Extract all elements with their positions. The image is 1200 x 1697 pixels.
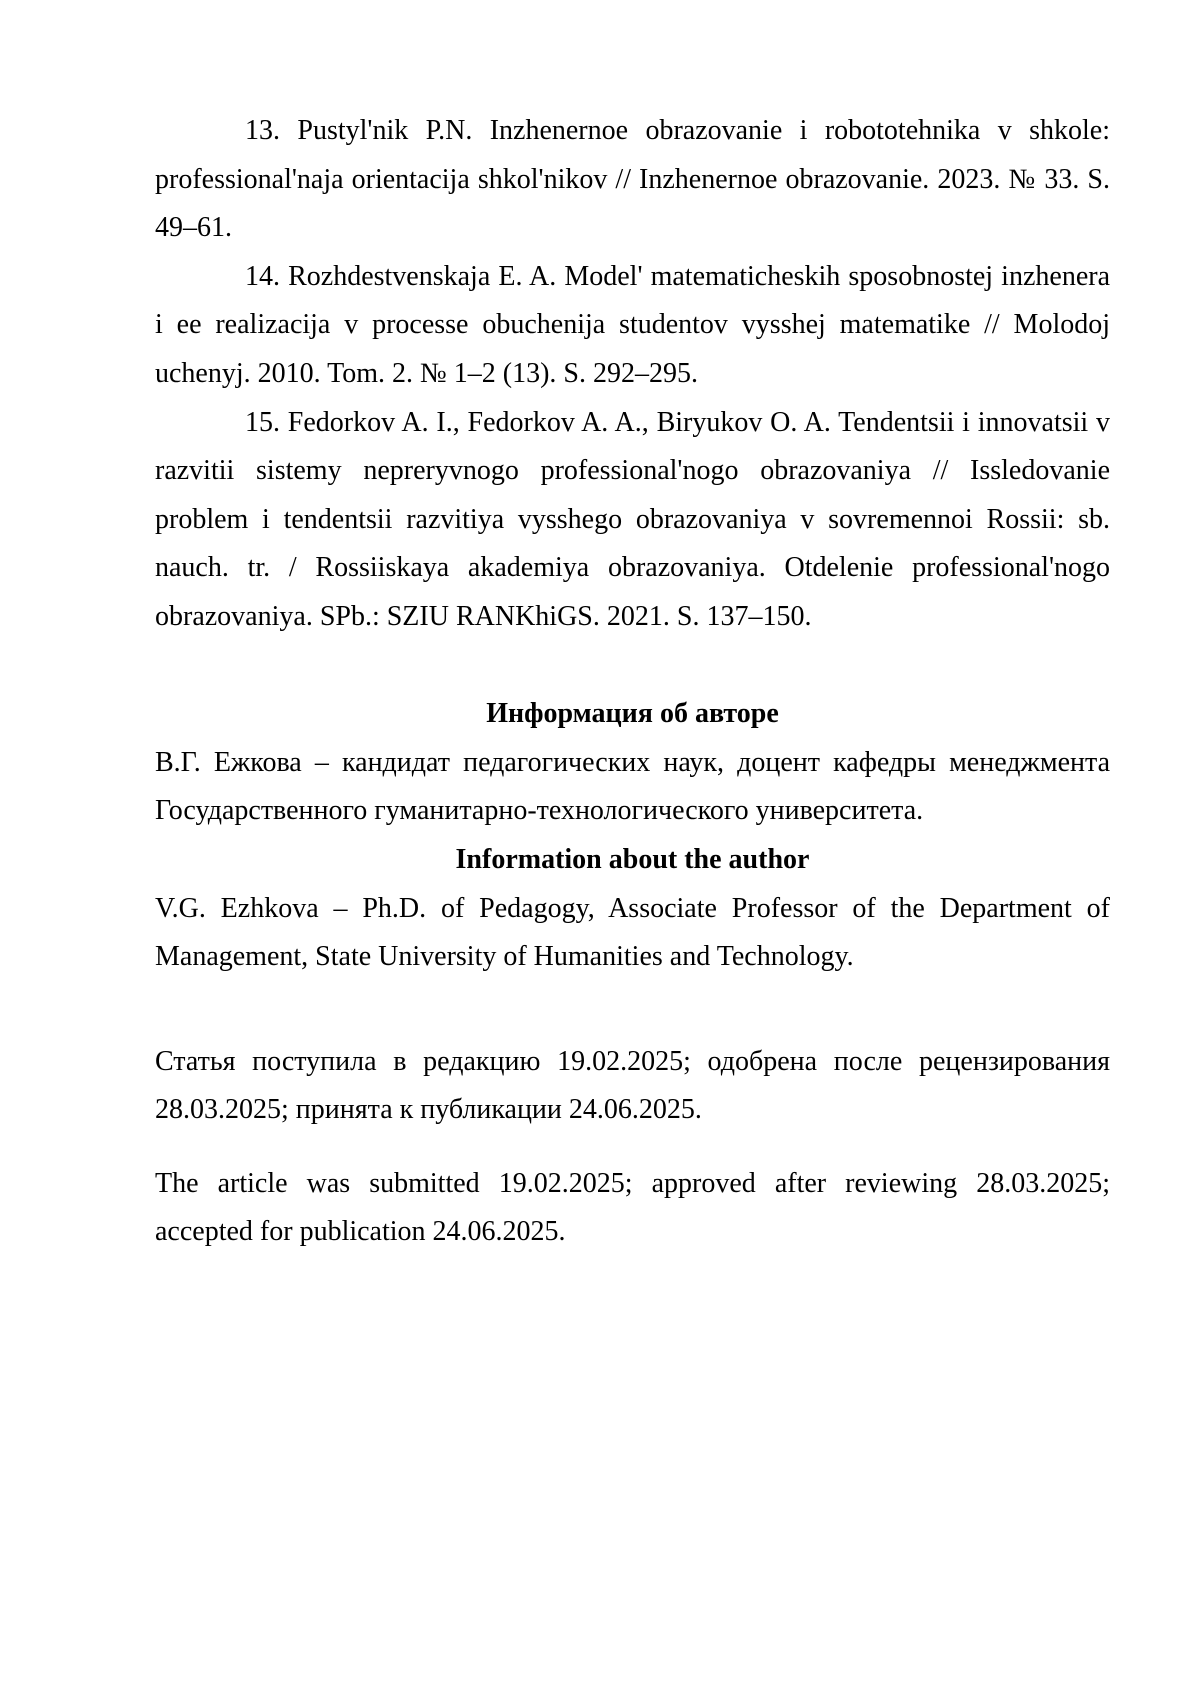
reference-15-line-3: problem i tendentsii razvitiya vysshego obrazovaniya v sovremennoi Rossii: sb. (155, 503, 1110, 535)
reference-15-line-4: nauch. tr. / Rossiiskaya akademiya obrazovaniya. Otdelenie professional'nogo (155, 552, 1110, 584)
author-info-ru-section (155, 690, 1110, 836)
author-info-en-line-1: V.G. Ezhkova – Ph.D. of Pedagogy, Associate Professor of the Department of (155, 892, 1110, 924)
reference-13-line-2: professional'naja orientacija shkol'nikov // Inzhenernoe obrazovanie. 2023. № 33. S. (155, 163, 1110, 195)
reference-13-line-3: 49–61. (155, 212, 232, 244)
blank-line-spacer (155, 642, 1110, 691)
author-info-ru-heading: Информация об авторе (486, 698, 779, 730)
paragraph-gap-spacer (155, 1135, 1110, 1160)
reference-entry-15 (155, 399, 1110, 642)
author-info-en-line-2: Management, State University of Humanities and Technology. (155, 941, 854, 973)
submission-ru-line-1: Статья поступила в редакцию 19.02.2025; одобрена после рецензирования (155, 1045, 1110, 1077)
reference-15-line-5: obrazovaniya. SPb.: SZIU RANKhiGS. 2021. S. 137–150. (155, 600, 812, 632)
reference-14-line-1: 14. Rozhdestvenskaja E. A. Model' matematicheskih sposobnostej inzhenera (245, 260, 1110, 292)
submission-dates-en (155, 1160, 1110, 1257)
submission-en-line-1: The article was submitted 19.02.2025; approved after reviewing 28.03.2025; (155, 1167, 1110, 1199)
reference-15-line-1: 15. Fedorkov A. I., Fedorkov A. A., Biryukov O. A. Tendentsii i innovatsii v (245, 406, 1110, 438)
reference-entry-13 (155, 107, 1110, 253)
author-info-en-heading: Information about the author (455, 843, 810, 875)
reference-14-line-3: uchenyj. 2010. Tom. 2. № 1–2 (13). S. 292–295. (155, 357, 698, 389)
author-info-en-section (155, 836, 1110, 982)
submission-dates-ru (155, 1038, 1110, 1135)
author-info-ru-line-2: Государственного гуманитарно-технологического университета. (155, 795, 924, 827)
page-content (155, 107, 1110, 1257)
submission-en-line-2: accepted for publication 24.06.2025. (155, 1216, 566, 1248)
reference-entry-14 (155, 253, 1110, 399)
section-gap-spacer (155, 982, 1110, 1038)
reference-13-line-1: 13. Pustyl'nik P.N. Inzhenernoe obrazovanie i robototehnika v shkole: (245, 115, 1110, 146)
reference-15-line-2: razvitii sistemy nepreryvnogo professional'nogo obrazovaniya // Issledovanie (155, 455, 1110, 487)
submission-ru-line-2: 28.03.2025; принята к публикации 24.06.2025. (155, 1094, 702, 1126)
author-info-ru-line-1: В.Г. Ежкова – кандидат педагогических наук, доцент кафедры менеджмента (155, 746, 1110, 778)
reference-14-line-2: i ee realizacija v processe obuchenija studentov vysshej matematike // Molodoj (155, 309, 1110, 341)
